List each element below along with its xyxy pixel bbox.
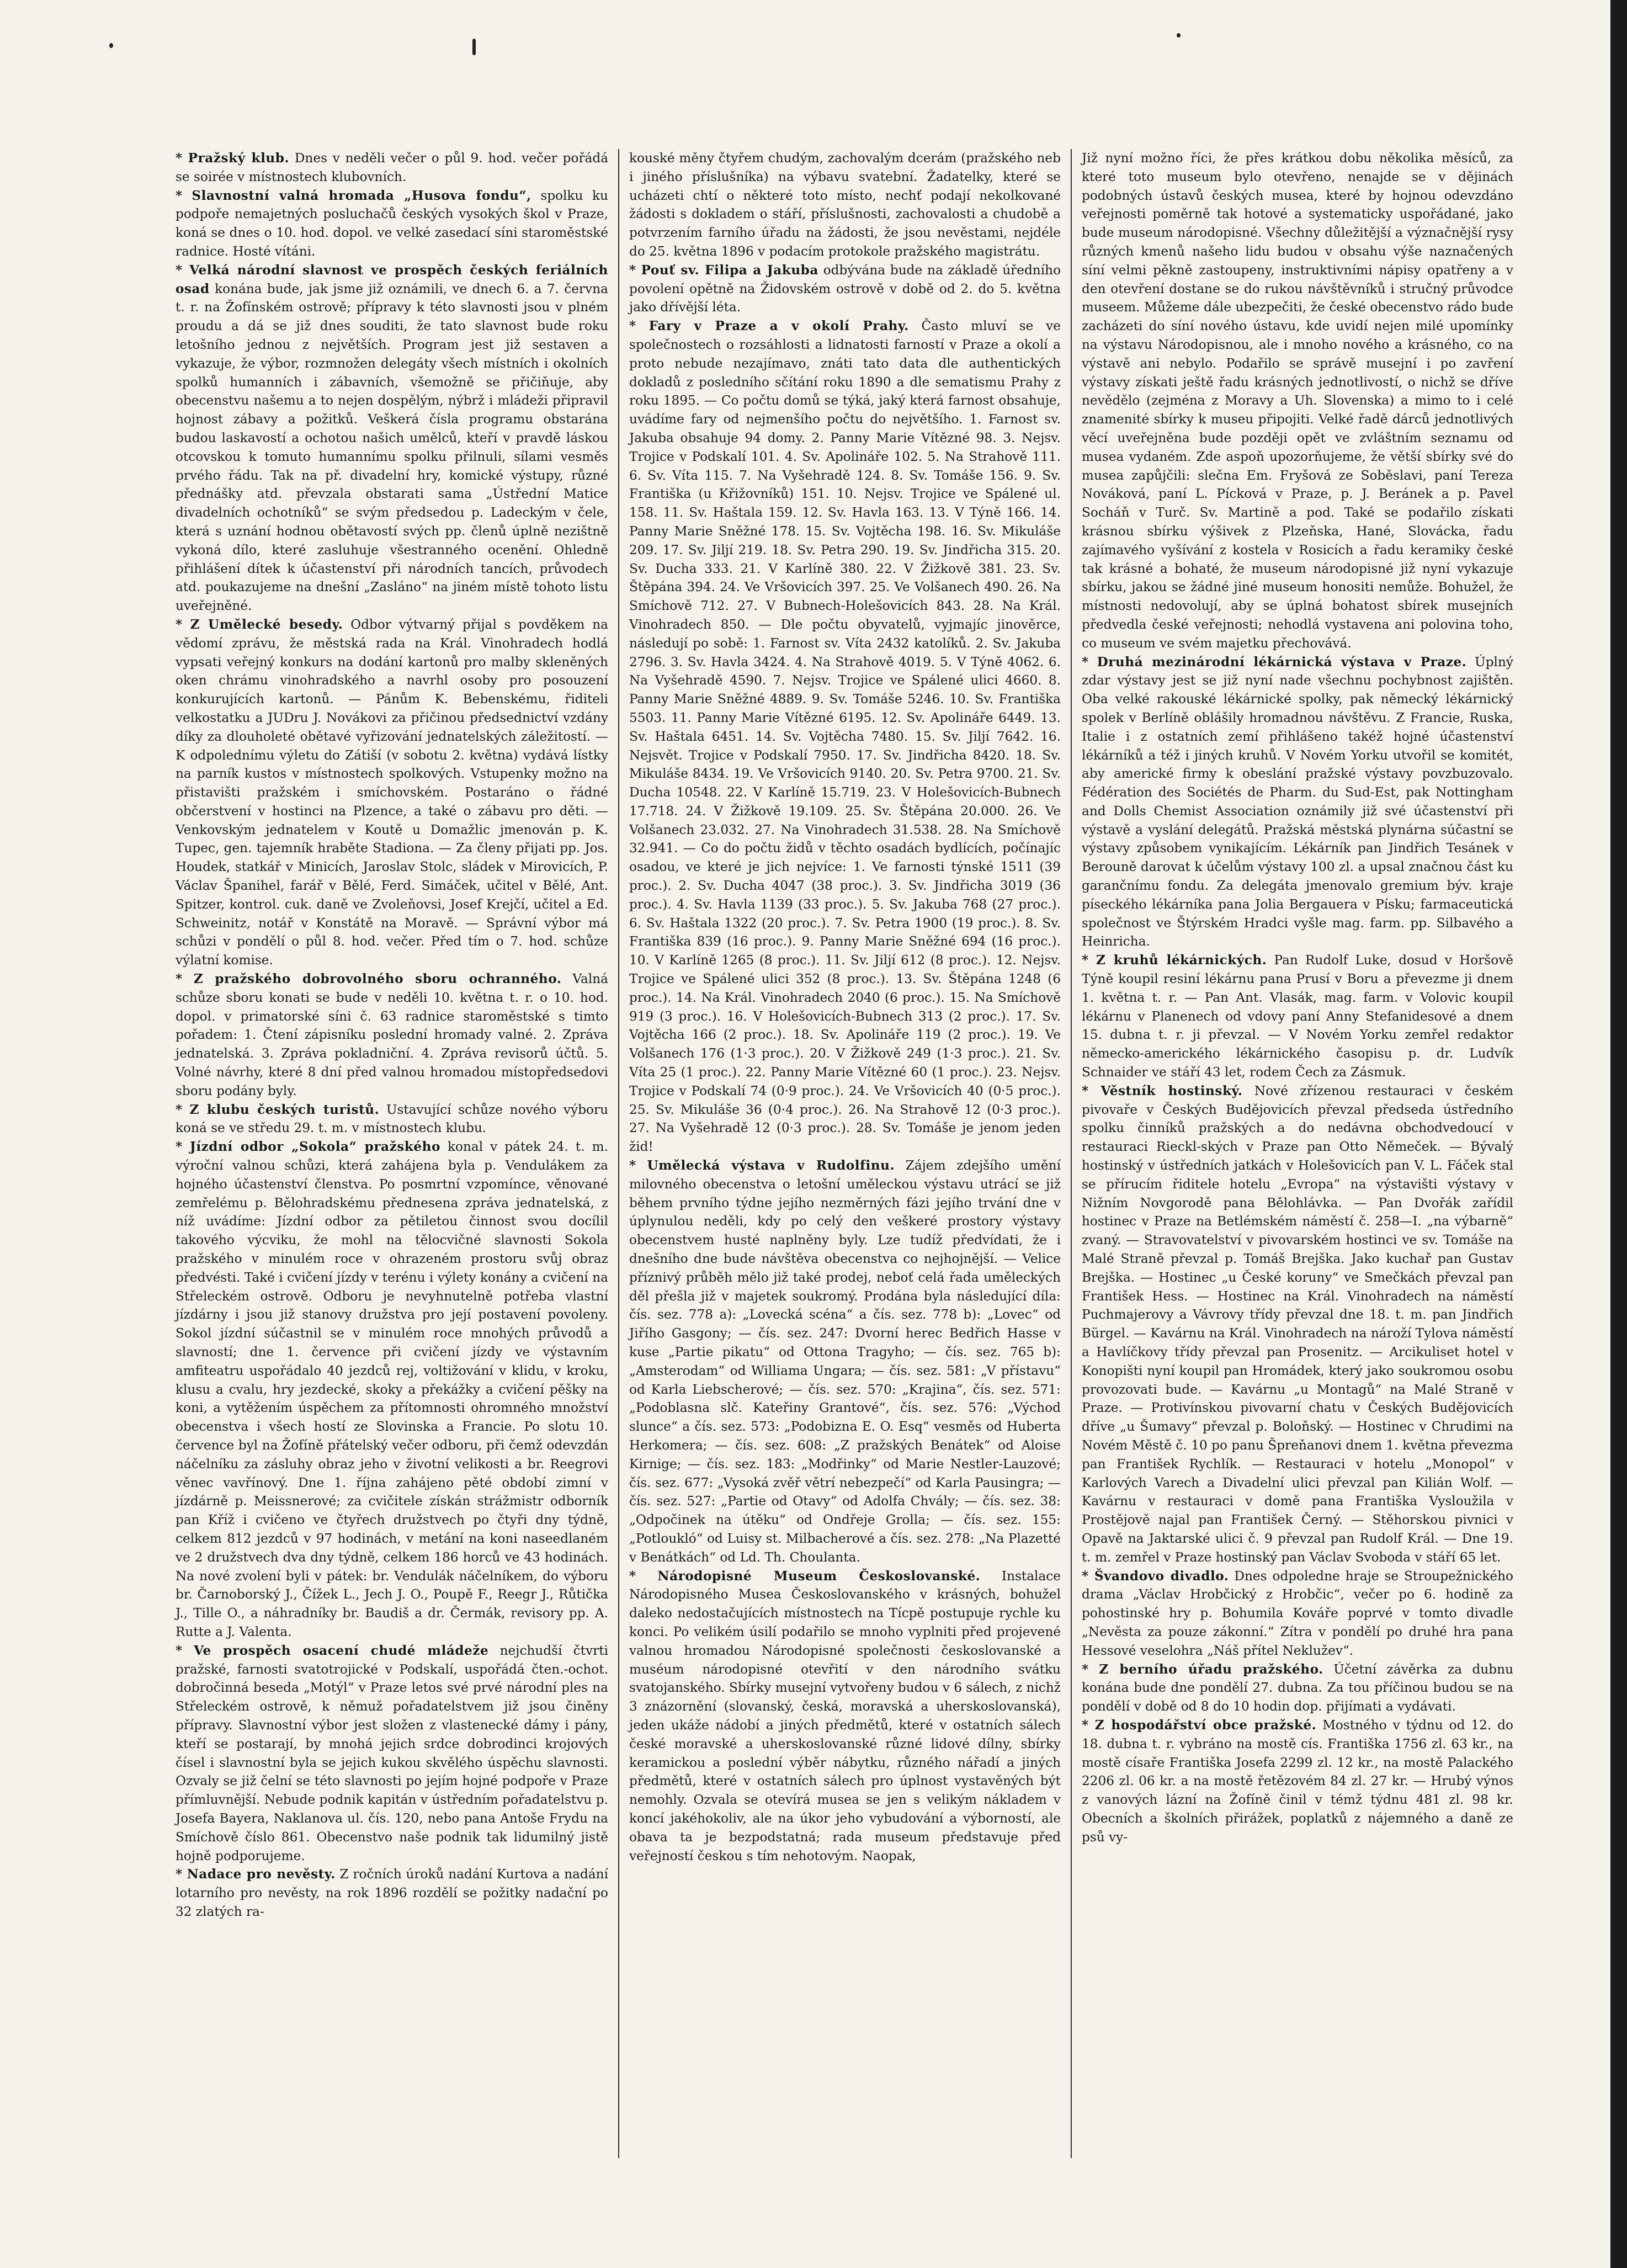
article-paragraph: [1082, 1082, 1513, 1567]
column-3: [1071, 149, 1523, 2158]
article-text: Instalace Národopisného Musea Českoslovanského v krásných, bohužel daleko nedostačujících místnostech na Tícpě postupuje rychle ku konci. Po velikém úsilí podařilo se mnoho vyplniti před projevené valnou hromadou Národopisné společnosti českoslovanské a muséum národopisné otevřití v den národního svátku svatojanského. Sbírky musejní vytvořeny budou v 6 sálech, z nichž 3 znázornění (slovanský, česká, moravská a uherskoslovanská), jeden ukáže nádobí a jiných předmětů, které v ostatních sálech české moravské a uherskoslovanské různé lidové dílny, sbírky keramickou a poslední výběr nábytku, různého nářadí a jiných předmětů, které v ostatních sálech pro úplnost vystavěných být nemohly. Ozvala se otevírá musea se jen s velikým nákladem v koncí jakéhokoliv, ale na úkor jeho vybudování a výborností, ale obava ta je bezpodstatná; rada museum představuje před veřejností českou s tím nehotovým. Naopak,: [629, 1568, 1061, 1863]
article-text: Valná schůze sboru konati se bude v neděli 10. května t. r. o 10. hod. dopol. v primatorské síni č. 63 radnice staroměstské s timto pořadem: 1. Čtení zápisníku poslední hromady valné. 2. Zpráva jednatelská. 3. Zpráva pokladniční. 4. Zpráva revisorů účtů. 5. Volné návrhy, které 8 dní před valnou hromadou místopředsedovi sboru podány byly.: [176, 971, 608, 1098]
article-text: nejchudší čtvrti pražské, farnosti svatotrojické v Podskalí, uspořádá čten.-ochot. dobročinná beseda „Motýl“ v Praze letos své prvé národní ples na Střeleckém ostrově, k němuž pořadatelstvem již jsou činěny přípravy. Slavnostní výbor jest složen z vlastenecké dámy i pány, kteří se postarají, by mnohá jejich srdce dobrodinci krojových čísel i slavnostní byla se jejich kukou skvělého úspěchu slavnosti. Ozvaly se již čelní se této slavnosti po jejím hojné podpoře v Praze přímluvnější. Nebude podnik kapitán v ústředním pořadatelstvu p. Josefa Bayera, Naklanova ul. čís. 120, nebo pana Antoše Frydu na Smíchově číslo 861. Obecenstvo naše podnik tak lidumilný jistě hojně podporujeme.: [176, 1643, 609, 1863]
article-text: spolku ku podpoře nemajetných posluchačů českých vysokých škol v Praze, koná se dnes o 10. hod. dopol. ve velké zasedací síni staroměstské radnice. Hosté vítáni.: [176, 188, 608, 259]
article-paragraph: [629, 149, 1061, 261]
article-headline: Nadace pro nevěsty.: [187, 1867, 336, 1882]
article-headline: Švandovo divadlo.: [1094, 1568, 1229, 1584]
article-paragraph: [629, 1567, 1061, 1866]
article-paragraph: [629, 261, 1061, 317]
article-text: Dnes v neděli večer o půl 9. hod. večer pořádá se soirée v místnostech klubovních.: [176, 151, 609, 184]
article-text: Ustavující schůze nového výboru koná se ve středu 29. t. m. v místnostech klubu.: [176, 1102, 609, 1136]
bullet-star: *: [176, 262, 190, 278]
bullet-star: *: [176, 617, 190, 632]
article-paragraph: [176, 615, 608, 970]
article-headline: Ve prospěch osacení chudé mládeže: [194, 1643, 489, 1658]
article-text: Mostného v týdnu od 12. do 18. dubna t. r. vybráno na mostě cís. Františka 1756 zl. 63 kr., na mostě císaře Františka Josefa 2299 zl. 12 kr., na mostě Palackého 2206 zl. 06 kr. a na mostě řetězovém 84 zl. 27 kr. — Hrubý výnos z vanových lázní na Žofíně činil v témž týdnu 481 zl. 98 kr. Obecních a školních přirážek, poplatků z nájemného a daně ze psů vy-: [1082, 1717, 1513, 1845]
article-paragraph: [629, 317, 1061, 1156]
bullet-star: *: [1082, 1661, 1099, 1677]
article-text: konána bude, jak jsme již oznámili, ve dnech 6. a 7. června t. r. na Žofínském ostrově; přípravy k této slavnosti jsou v plném proudu a dá se již dnes souditi, že tato slavnost bude roku letošního jednou z největších. Program jest již sestaven a vykazuje, že výbor, rozmnožen delegáty všech místních i okolních spolků humanních i zábavních, všemožně se přičiňuje, aby obecenstvu našemu a to nejen dospělým, nýbrž i mládeži připravil hojnost zábavy a požitků. Veškerá čísla programu obstarána budou laskavostí a ochotou našich umělců, kteří v pravdě láskou otcovskou k tomuto humannímu spolku přilnuli, sílami vesměs prvého řádu. Tak na př. divadelní hry, komické výstupy, různé přednášky atd. převzala obstarati sama „Ústřední Matice divadelních ochotníků“ se svým předsedou p. Ladeckým v čele, která s uznání hodnou obětavostí svých pp. členů úplně nezištně vykoná dílo, které zasluhuje všestranného ocenění. Ohledně přihlášení dítek k účastenství při národních tancích, průvodech atd. poukazujeme na dnešní „Zasláno“ na jiném místě tohoto listu uveřejněné.: [176, 281, 608, 614]
bullet-star: *: [1082, 953, 1097, 968]
article-text: Účetní závěrka za dubnu konána bude dne pondělí 27. dubna. Za tou příčinou budou se na pondělí v době od 8 do 10 hodin dop. přijímati a vydávati.: [1082, 1661, 1514, 1714]
bullet-star: *: [176, 971, 194, 987]
article-paragraph: [1082, 149, 1513, 653]
article-paragraph: [1082, 951, 1513, 1082]
article-headline: Umělecká výstava v Rudolfinu.: [647, 1158, 895, 1173]
article-paragraph: [176, 1138, 608, 1642]
bullet-star: *: [176, 1867, 187, 1882]
article-headline: Velká národní slavnost ve prospěch českých feriálních osad: [176, 262, 608, 296]
article-paragraph: [176, 261, 608, 615]
article-headline: Z hospodářství obce pražské.: [1094, 1717, 1317, 1733]
article-paragraph: [1082, 1716, 1513, 1847]
article-text: Často mluví se ve společnostech o rozsáhlosti a lidnatosti farností v Praze a okolí a proto nebude nezajímavo, znáti tato data dle authentických dokladů z posledního sčítání roku 1890 a dle sematismu Prahy z roku 1895. — Co počtu domů se týká, jaký která farnost obsahuje, uvádíme fary od nejmenšího počtu do největšího. 1. Farnost sv. Jakuba obsahuje 94 domy. 2. Panny Marie Vítězné 98. 3. Nejsv. Trojice v Podskalí 101. 4. Sv. Apolináře 102. 5. Na Strahově 111. 6. Sv. Víta 115. 7. Na Vyšehradě 124. 8. Sv. Tomáše 156. 9. Sv. Františka (u Křižovníků) 151. 10. Nejsv. Trojice ve Spálené ul. 158. 11. Sv. Haštala 159. 12. Sv. Havla 163. 13. V Týně 166. 14. Panny Marie Sněžné 178. 15. Sv. Vojtěcha 198. 16. Sv. Mikuláše 209. 17. Sv. Jiljí 219. 18. Sv. Petra 290. 19. Sv. Jindřicha 315. 20. Sv. Ducha 333. 21. V Karlíně 380. 22. V Žižkově 381. 23. Sv. Štěpána 394. 24. Ve Vršovicích 397. 25. Ve Volšanech 490. 26. Na Smíchově 712. 27. V Bubnech-Holešovicích 843. 28. Na Král. Vinohradech 850. — Dle počtu obyvatelů, vyjmajíc jinověrce, následují po sobě: 1. Farnost sv. Víta 2432 katolíků. 2. Sv. Jakuba 2796. 3. Sv. Havla 3424. 4. Na Strahově 4019. 5. V Týně 4062. 6. Na Vyšehradě 4590. 7. Nejsv. Trojice ve Spálené ulici 4660. 8. Panny Marie Sněžné 4889. 9. Sv. Tomáše 5246. 10. Sv. Františka 5503. 11. Panny Marie Vítězné 6195. 12. Sv. Apolináře 6449. 13. Sv. Haštala 6451. 14. Sv. Vojtěcha 7480. 15. Sv. Jiljí 7642. 16. Nejsvět. Trojice v Podskalí 7950. 17. Sv. Jindřicha 8420. 18. Sv. Mikuláše 8434. 19. Ve Vršovicích 9140. 20. Sv. Petra 9700. 21. Sv. Ducha 10548. 22. V Karlíně 15.719. 23. V Holešovicích-Bubnech 17.718. 24. V Žižkově 19.109. 25. Sv. Štěpána 20.000. 26. Ve Volšanech 23.032. 27. Na Vinohradech 31.538. 28. Na Smíchově 32.941. — Co do počtu židů v těchto osadách bydlících, počínajíc osadou, ve které je jich nejvíce: 1. Ve farnosti týnské 1511 (39 proc.). 2. Sv. Ducha 4047 (38 proc.). 3. Sv. Jindřicha 3019 (36 proc.). 4. Sv. Havla 1139 (33 proc.). 5. Sv. Jakuba 768 (27 proc.). 6. Sv. Haštala 1322 (20 proc.). 7. Sv. Petra 1900 (19 proc.). 8. Sv. Františka 839 (16 proc.). 9. Panny Marie Sněžné 694 (16 proc.). 10. V Karlíně 1265 (8 proc.). 11. Sv. Jiljí 612 (8 proc.). 12. Nejsv. Trojice ve Spálené ulici 352 (8 proc.). 13. Sv. Štěpána 1248 (6 proc.). 14. Na Král. Vinohradech 2040 (6 proc.). 15. Na Smíchově 919 (3 proc.). 16. V Holešovicích-Bubnech 313 (2 proc.). 17. Sv. Vojtěcha 166 (2 proc.). 18. Sv. Apolináře 119 (2 proc.). 19. Ve Volšanech 176 (1·3 proc.). 20. V Žižkově 249 (1·3 proc.). 21. Sv. Víta 25 (1 proc.). 22. Panny Marie Vítězné 60 (1 proc.). 23. Nejsv. Trojice v Podskalí 74 (0·9 proc.). 24. Ve Vršovicích 40 (0·5 proc.). 25. Sv. Mikuláše 36 (0·4 proc.). 26. Na Strahově 12 (0·3 proc.). 27. Na Vyšehradě 12 (0·3 proc.). 28. Sv. Tomáše je jenom jeden žid!: [629, 318, 1061, 1155]
article-paragraph: [1082, 653, 1513, 952]
article-text: odbývána bude na základě úředního povolení opětně na Židovském ostrově v době od 2. do 5. května jako dřívější léta.: [629, 262, 1061, 315]
article-headline: Fary v Praze a v okolí Prahy.: [648, 318, 909, 334]
bullet-star: *: [629, 262, 641, 278]
article-headline: Druhá mezinárodní lékárnická výstava v Praze.: [1097, 654, 1467, 670]
article-headline: Národopisné Museum Českoslovanské.: [657, 1568, 981, 1584]
bullet-star: *: [629, 318, 649, 334]
article-headline: Slavnostní valná hromada „Husova fondu“,: [192, 188, 531, 203]
article-headline: Z pražského dobrovolného sboru ochranného.: [193, 971, 562, 987]
bullet-star: *: [1082, 654, 1097, 670]
bullet-star: *: [629, 1568, 658, 1584]
article-paragraph: [176, 1101, 608, 1138]
article-headline: Jízdní odbor „Sokola“ pražského: [189, 1139, 440, 1155]
article-headline: Z Umělecké besedy.: [190, 617, 343, 632]
article-text: Nové zřízenou restauraci v českém pivovaře v Českých Budějovicích převzal předseda ústředního spolku činníků pražských a do nedávna obchodvedoucí v restauraci Rieckl-ských v Praze pan Otto Němeček. — Bývalý hostinský v ústředních jatkách v Holešovicích pan V. L. Fáček stal se přírucím řiditele hotelu „Evropa“ na výstavišti výstavy v Nižním Novgorodě pana Bělohlávka. — Pan Dvořák zařídil hostinec v Praze na Betlémském náměstí č. 258—I. „na výbarně“ zvaný. — Stravovatelství v pivovarském hostinci ve sv. Tomáše na Malé Straně převzal p. Tomáš Brejška. Jako kuchař pan Gustav Brejška. — Hostinec „u České koruny“ ve Smečkách převzal pan František Hess. — Hostinec na Král. Vinohradech na náměstí Puchmajerovy a Vávrovy třídy převzal dne 18. t. m. pan Jindřich Bürgel. — Kavárnu na Král. Vinohradech na nároží Tylova náměstí a Havlíčkovy třídy převzal pan Prosenitz. — Arcikuliset hotel v Konopišti nyní koupil pan Hromádek, který jako soukromou osobu provozovati bude. — Kavárnu „u Montagů“ na Malé Straně v Praze. — Protivínskou pivovarní chatu v Českých Budějovicích dříve „u Šumavy“ převzal p. Boloňský. — Hostinec v Chrudimi na Novém Městě č. 10 po panu Špreňanovi dnem 1. května převezma pan František Rychlík. — Restauraci v hotelu „Monopol“ v Karlových Varech a Divadelní ulici převzal pan Kilián Wolf. — Kavárnu v restauraci v domě pana Františka Vysloužila v Prostějově najal pan František Černý. — Stěhorskou pivnici v Opavě na Jaktarské ulici č. 9 převzal pan Rudolf Král. — Dne 19. t. m. zemřel v Praze hostinský pan Václav Svoboda v stáří 65 let.: [1082, 1083, 1513, 1565]
article-headline: Z berního úřadu pražského.: [1099, 1661, 1323, 1677]
article-paragraph: [176, 1865, 608, 1921]
bullet-star: *: [176, 1139, 190, 1155]
scan-edge: [1610, 0, 1627, 2268]
scan-speck: [109, 43, 113, 48]
article-headline: Z klubu českých turistů.: [189, 1102, 380, 1117]
article-paragraph: [176, 187, 608, 261]
article-text: Odbor výtvarný přijal s povděkem na vědomí zprávu, že městská rada na Král. Vinohradech hodlá vypsati veřejný konkurs na dodání kartonů pro malby skleněných oken chrámu vinohradského a navrhl osoby pro posouzení konkurujících kartonů. — Pánům K. Bebenskému, řiditeli velkostatku a JUDru J. Novákovi za přičinou předsednictví vzdány díky za dlouholeté obětavé vyřizování jednatelských záležitostí. — K odpolednímu výletu do Zátiší (v sobotu 2. května) vydává lístky na parník kustos v místnostech spolkových. Vstupenky možno na přistavišti pražském i smíchovském. Postaráno o řádné občerstvení v hostinci na Plzence, a také o zábavu pro děti. — Venkovským jednatelem v Koutě u Domažlic jmenován p. K. Tupec, gen. tajemník hraběte Stadiona. — Za členy přijati pp. Jos. Houdek, statkář v Minicích, Jaroslav Stolc, sládek v Mirovicích, P. Václav Španihel, farář v Bělé, Ferd. Simáček, učitel v Bělé, Ant. Spitzer, kontrol. cuk. daně ve Zvoleňovsi, Josef Krejčí, učitel a Ed. Schweinitz, notář v Konstátě na Moravě. — Správní výbor má schůzi v pondělí o půl 8. hod. večer. Před tím o 7. hod. schůze výlatní komise.: [176, 617, 608, 968]
bullet-star: *: [1082, 1717, 1095, 1733]
article-text: Zájem zdejšího umění milovného obecenstva o letošní uměleckou výstavu utrácí se již během prvního týdne jejího nezměrných fázi jejího trvání dne v úplynulou neděli, kdy po celý den veškeré prostory výstavy obecenstvem husté naplněny byly. Lze tudíž předvídati, že i dnešního dne bude návštěva obecenstva co nejhojnější. — Velice příznivý průběh mělo již také prodej, neboť celá řada uměleckých děl přešla již v majetek soukromý. Prodána byla následující díla: čís. sez. 778 a): „Lovecká scéna“ a čís. sez. 778 b): „Lovec“ od Jiřího Gasgony; — čís. sez. 247: Dvorní herec Bedřich Hasse v kuse „Partie pikatu“ od Ottona Tragyho; — čís. sez. 765 b): „Amsterodam“ od Williama Ungara; — čís. sez. 581: „V přístavu“ od Karla Liebscherové; — čís. sez. 570: „Krajina“, čís. sez. 571: „Podoblasna slč. Kateřiny Grantové“, čís. sez. 576: „Východ slunce“ a čís. sez. 573: „Podobizna E. O. Esq“ vesměs od Huberta Herkomera; — čís. sez. 608: „Z pražských Benátek“ od Aloise Kirnige; — čís. sez. 183: „Modřinky“ od Marie Nestler-Lauzové; čís. sez. 677: „Vysoká zvěř větrí nebezpečí“ od Karla Pausingra; — čís. sez. 527: „Partie od Otavy“ od Adolfa Chvály; — čís. sez. 38: „Odpočinek na útěku“ od Ondřeje Grolla; — čís. sez. 155: „Potloukló“ od Luisy st. Milbacherové a čís. sez. 278: „Na Plazetté v Benátkách“ od Ld. Th. Choulanta.: [629, 1158, 1061, 1565]
column-1: [166, 149, 618, 2158]
article-text: Již nyní možno říci, že přes krátkou dobu několika měsíců, za které toto museum bylo otevřeno, nenajde se v dějinách podobných ústavů českých musea, které by hojnou odevzdáno veřejnosti poměrně tak hotové a systematicky uspořádané, jako bude museum národopisné. Všechny důležitější a význačnější rysy různých kmenů našeho lidu budou v obsahu výše naznačených síní velmi pěkně zastoupeny, instruktivními nápisy opatřeny a v den otevření dostane se do rukou návštěvníků i stručný průvodce museem. Můžeme dále ubezpečiti, že české obecenstvo rádo bude zacházeti do síní nového ústavu, kde uvidí nejen milé upomínky na výstavu Národopisnou, ale i mnoho nového a krásného, co na výstavě ani nebylo. Podařilo se správě musejní i po zavření výstavy získati ještě řadu krásných jednotlivostí, o nichž se dříve nevědělo (zejména z Moravy a Uh. Slovenska) a mimo to i celé znamenité sbírky k museu připojiti. Velké řadě dárců jednotlivých věcí uveřejněna bude později opět ve zvláštním seznamu od musea vydaném. Zde aspoň upozorňujeme, že větší sbírky své do musea zapůjčili: slečna Em. Fryšová ze Soběslavi, paní Tereza Nováková, paní L. Pícková v Praze, p. J. Beránek a p. Pavel Socháň v Turč. Sv. Martině a pod. Také se podařilo získati krásnou sbírku výšivek z Plzeňska, Hané, Slovácka, řadu zajímavého vyšívání z kostela v Rosicích a řadu keramiky české tak krásné a bohaté, že museum národopisné již nyní vykazuje sbírku, jakou se žádné jiné museum honositi nemůže. Bohužel, že místnosti nedovolují, aby se úplná bohatost sbírek musejních předvedla české veřejnosti; nehodlá vystavena ani polovina toho, co museum ve svém majetku přechovává.: [1082, 151, 1513, 651]
article-headline: Věstník hostinský.: [1100, 1083, 1243, 1098]
column-2: [618, 149, 1071, 2158]
scan-speck: [1177, 33, 1181, 38]
bullet-star: *: [176, 151, 188, 166]
article-paragraph: [1082, 1567, 1513, 1660]
article-text: Úplný zdar výstavy jest se již nyní nade všechnu pochybnost zajištěn. Oba velké rakouské lékárnické spolky, pak německý lékárnický spolek v Berlíně oblášily hromadnou návštěvu. Z Francie, Ruska, Italie i z ostatních zemí přihlášeno takéž hojné účastenství lékárníků a též i jiných kruhů. V Novém Yorku utvořil se komitét, aby americké firmy k obeslání pražské výstavy povzbuzovalo. Fédération des Sociétés de Pharm. du Sud-Est, pak Nottingham and Dolls Chemist Association oznámily již své účastenství při výstavě a vyslání delegátů. Pražská městská plynárna súčastní se výstavy způsobem vynikajícím. Lékárník pan Jindřich Tesánek v Berouně darovat k účelům výstavy 100 zl. a upsal značnou část ku garančnímu fondu. Za delegáta jmenovalo gremium býv. kraje píseckého lékárníka pana Jolia Bergauera v Písku; farmaceutická společnost ve Štýrském Hradci vyšle mag. farm. pp. Silbavého a Heinricha.: [1082, 654, 1514, 949]
article-paragraph: [1082, 1660, 1513, 1716]
article-text: Dnes odpoledne hraje se Stroupežnického drama „Václav Hrobčický z Hrobčic“, večer po 6. hodině za pohostinské hry p. Bohumila Kováře poprvé v tomto divadle „Nevěsta za pouze zákonní.“ Zítra v pondělí po druhé hra pana Hessové veselohra „Náš přítel Neklužev“.: [1082, 1568, 1514, 1658]
bullet-star: *: [176, 1102, 190, 1117]
article-headline: Pouť sv. Filipa a Jakuba: [641, 262, 818, 278]
bullet-star: *: [1082, 1083, 1101, 1098]
bullet-star: *: [1082, 1568, 1094, 1584]
article-text: Z ročních úroků nadání Kurtova a nadání lotarního pro nevěsty, na rok 1896 rozdělí se požitky nadační po 32 zlatých ra-: [176, 1867, 608, 1919]
article-text: konal v pátek 24. t. m. výroční valnou schůzi, která zahájena byla p. Vendulákem za hojného účastenství členstva. Po posmrtní vzpomínce, věnované zemřelému p. Bělohradskému přednesena zpráva jednatelská, z níž uvádíme: Jízdní odbor za pětiletou činnost svou docílil takového výcviku, že mohl na tělocvičné slavnosti Sokola pražského v minulém roce v ohrazeném prostoru svůj obraz předvésti. Také i cvičení jízdy v terénu i výlety konány a cvičení na Střeleckém ostrově. Odboru je nevyhnutelně potřeba vlastní jízdárny i jsou již stanovy družstva pro její postavení povoleny. Sokol jízdní súčastnil se v minulém roce mnohých průvodů a slavností; dne 1. července při cvičení jízdy ve výstavním amfiteatru uspořádalo 40 jezdců rej, voltižování v klidu, v kroku, klusu a cvalu, hry jezdecké, skoky a překážky a cvičení pěšky na koni, a vytěžením úspěchem za přítomnosti ohromného množství obecenstva i všech hostí ze Slovinska a Francie. Po slotu 10. července byl na Žofíně přátelský večer odboru, při čemž odevzdán náčelníku za zásluhy obraz jeho v životní velikosti a br. Reegrovi věnec vavřínový. Dne 1. října zahájeno pěté období zimní v jízdárně p. Meissnerové; za cvičitele získán strážmistr odborník pan Kříž i cvičeno ve čtyřech družstvech po čtyři dny týdně, celkem 812 jezdců v 97 hodinách, v metání na koni naseedlaném ve 2 družstvech dva dny týdně, celkem 186 horců ve 43 hodinách. Na nové zvolení byli v pátek: br. Vendulák náčelníkem, do výboru br. Čarnoborský J., Čížek L., Jech J. O., Poupě F., Reegr J., Růtička J., Tille O., a náhradníky br. Baudiš a dr. Čermák, revisory pp. A. Rutte a J. Valenta.: [176, 1139, 608, 1639]
bullet-star: *: [176, 1643, 194, 1658]
article-headline: Pražský klub.: [188, 151, 290, 166]
article-columns: [166, 149, 1556, 2158]
article-text: Pan Rudolf Luke, dosud v Horšově Týně koupil resiní lékárnu pana Prusí v Boru a převezme ji dnem 1. května t. r. — Pan Ant. Vlasák, mag. farm. v Volovic koupil lékárnu v Planenech od vdovy paní Anny Stefanidesové a dnem 15. dubna t. r. ji převzal. — V Novém Yorku zemřel redaktor německo-amerického lékárnického časopisu p. dr. Ludvík Schnaider ve stáří 43 let, rodem Čech za Zásmuk.: [1082, 953, 1514, 1080]
article-paragraph: [176, 149, 608, 187]
article-text: kouské měny čtyřem chudým, zachovalým dcerám (pražského neb i jiného příslušníka) na výbavu svatební. Žadatelky, které se ucházeti chtí o některé toto místo, nechť podají nekolkované žádosti s dokladem o stáří, příslušnosti, zachovalosti a chudobě a potvrzením farního úřadu na žádosti, že jsou nevěstami, nejdéle do 25. května 1896 v podacím protokole pražského magistrátu.: [629, 151, 1061, 259]
article-paragraph: [176, 970, 608, 1101]
article-paragraph: [176, 1642, 608, 1866]
article-headline: Z kruhů lékárnických.: [1096, 953, 1267, 968]
scan-speck: [472, 39, 476, 55]
article-paragraph: [629, 1156, 1061, 1567]
bullet-star: *: [629, 1158, 647, 1173]
bullet-star: *: [176, 188, 192, 203]
